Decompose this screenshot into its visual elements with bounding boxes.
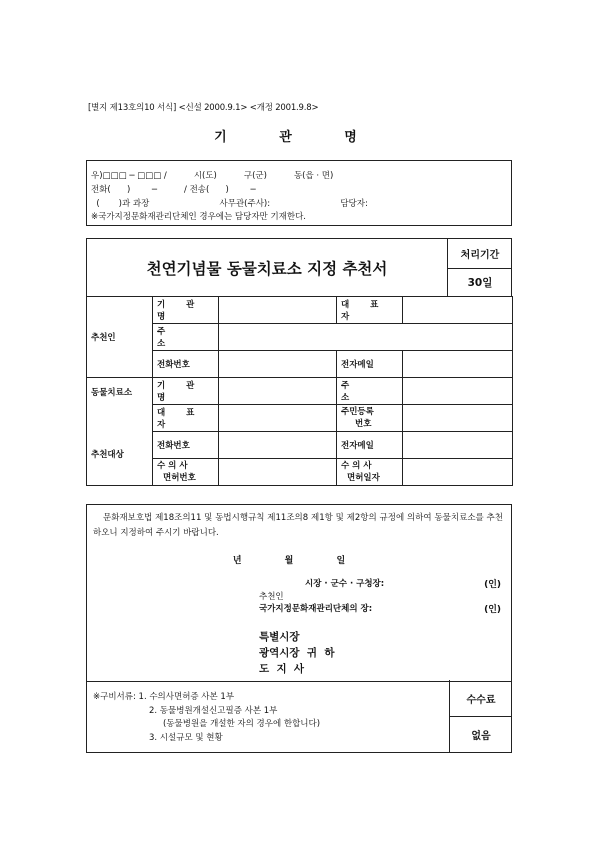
clinic-rep-label: 대 표 자 — [153, 405, 219, 432]
clinic-email-field[interactable] — [403, 432, 513, 459]
table-row — [87, 378, 513, 405]
phone-fax-line: 전화( ) ─ / 전송( ) ─ — [91, 185, 256, 195]
recommender-label: 추천인 — [259, 592, 284, 602]
agency-name: 기 관 명 — [214, 130, 381, 145]
clinic-phone-field[interactable] — [219, 432, 337, 459]
declaration-text: 문화재보호법 제18조의11 및 동법시행규칙 제11조의8 제1항 및 제2항의 규정에 의하여 동물치료소를 추천하오니 지정하여 주시기 바랍니다. — [93, 513, 503, 538]
clinic-vet-license-no-label-2: 면허번호 — [163, 473, 196, 483]
clinic-vet-license-no-label-1: 수 의 사 — [157, 461, 188, 471]
form-title: 천연기념물 동물치료소 지정 추천서 — [146, 260, 388, 278]
recommender-org-name-label: 기 관 명 — [153, 297, 219, 324]
clinic-vet-license-date-label-2: 면허일자 — [347, 473, 380, 483]
clinic-phone-label: 전화번호 — [153, 432, 219, 459]
date-line: 년 월 일 — [232, 556, 366, 566]
recommender-address-field[interactable] — [219, 324, 513, 351]
recommender-email-label: 전자메일 — [337, 351, 403, 378]
attachment-item-2-note: (동물병원을 개설한 자의 경우에 한합니다) — [163, 719, 321, 729]
processing-period-value: 30일 — [447, 268, 512, 297]
attachment-item-3: 3. 시설규모 및 현황 — [149, 733, 223, 743]
form-header — [86, 238, 512, 297]
clinic-org-name-field[interactable] — [219, 378, 337, 405]
form-number-note: [별지 제13호의10 서식] <신설 2000.9.1> <개정 2001.9.8> — [88, 103, 319, 113]
recommender-org-name-field[interactable] — [219, 297, 337, 324]
address-line: 우)□□□ ─ □□□ / 시(도) 구(군) 동(읍 · 면) — [91, 171, 334, 181]
attachments-box — [86, 680, 512, 753]
clinic-section-label-2: 추천대상 — [91, 450, 124, 460]
recommender-section-label: 추천인 — [87, 297, 153, 378]
clinic-section-label-1: 동물치료소 — [91, 388, 133, 398]
recommender-email-field[interactable] — [403, 351, 513, 378]
recommender-phone-label: 전화번호 — [153, 351, 219, 378]
attachment-item-1: ※구비서류: 1. 수의사면허증 사본 1부 — [93, 692, 235, 702]
attachment-item-2: 2. 동물병원개설신고필증 사본 1부 — [149, 706, 278, 716]
declaration-box — [86, 504, 512, 682]
recommender-phone-field[interactable] — [219, 351, 337, 378]
fee-value: 없음 — [449, 716, 512, 752]
clinic-resident-no-label-1: 주민등록 — [341, 407, 374, 417]
clinic-address-field[interactable] — [403, 378, 513, 405]
clinic-vet-license-date-label — [337, 459, 403, 486]
staff-line: ( )과 과장 사무관(주사): 담당자: — [91, 199, 368, 209]
addressee-line-3: 도 지 사 — [259, 663, 305, 675]
addressee-line-1: 특별시장 — [259, 631, 300, 643]
clinic-email-label: 전자메일 — [337, 432, 403, 459]
clinic-vet-license-date-field[interactable] — [403, 459, 513, 486]
agency-address-box — [86, 160, 512, 226]
recommender-rep-field[interactable] — [403, 297, 513, 324]
seal-mark-1: (인) — [484, 580, 501, 590]
signatory-mayor-label: 시장 · 군수 · 구청장: — [305, 579, 385, 589]
seal-mark-2: (인) — [484, 605, 501, 615]
table-row — [87, 297, 513, 324]
clinic-address-label: 주 소 — [337, 378, 403, 405]
addressee-line-2: 광역시장 귀 하 — [259, 647, 335, 659]
clinic-vet-license-date-label-1: 수 의 사 — [341, 461, 372, 471]
clinic-org-name-label: 기 관 명 — [153, 378, 219, 405]
clinic-section-label — [87, 378, 153, 486]
fee-label: 수수료 — [449, 680, 512, 717]
address-note: ※국가지정문화재관리단체인 경우에는 담당자만 기재한다. — [91, 212, 306, 222]
clinic-rep-field[interactable] — [219, 405, 337, 432]
signatory-org-head-label: 국가지정문화재관리단체의 장: — [259, 604, 373, 614]
clinic-resident-no-field[interactable] — [403, 405, 513, 432]
clinic-vet-license-no-label — [153, 459, 219, 486]
clinic-resident-no-label-2: 번호 — [355, 419, 372, 429]
clinic-vet-license-no-field[interactable] — [219, 459, 337, 486]
clinic-resident-no-label — [337, 405, 403, 432]
recommender-rep-label: 대 표 자 — [337, 297, 403, 324]
recommendation-table — [86, 296, 513, 486]
recommender-address-label: 주 소 — [153, 324, 219, 351]
processing-period-label: 처리기간 — [447, 239, 512, 269]
